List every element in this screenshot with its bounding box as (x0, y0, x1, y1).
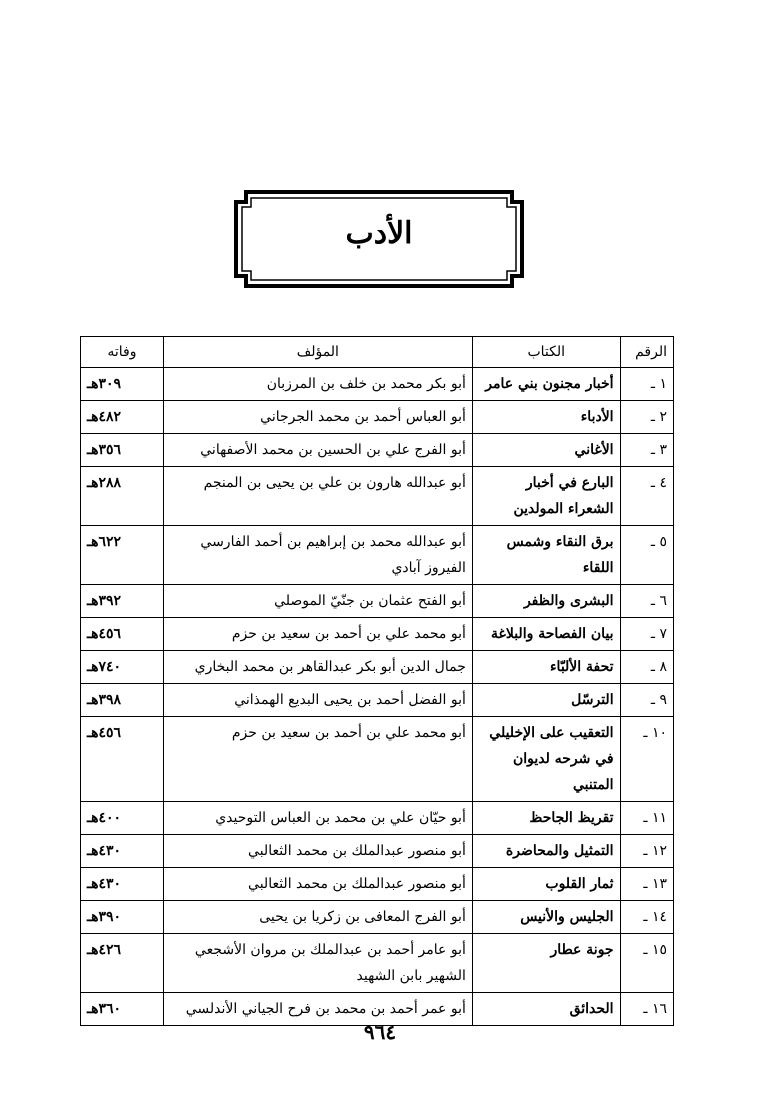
row-book-title: الحدائق (472, 993, 620, 1026)
row-death-year: ٧٤٠هـ (81, 651, 164, 684)
row-book-title: ثمار القلوب (472, 868, 620, 901)
row-death-year: ٤٣٠هـ (81, 868, 164, 901)
row-number: ١٥ ـ (620, 934, 673, 993)
table-row (81, 618, 674, 651)
table-body (81, 368, 674, 1026)
table-row (81, 434, 674, 467)
row-number: ٣ ـ (620, 434, 673, 467)
row-author: أبو الفرج المعافى بن زكريا بن يحيى (163, 901, 472, 934)
table-row (81, 684, 674, 717)
row-book-title: الترسّل (472, 684, 620, 717)
row-death-year: ٢٨٨هـ (81, 467, 164, 526)
row-author: أبو العباس أحمد بن محمد الجرجاني (163, 401, 472, 434)
row-author: أبو محمد علي بن أحمد بن سعيد بن حزم (163, 717, 472, 802)
row-number: ١٦ ـ (620, 993, 673, 1026)
row-death-year: ٣٠٩هـ (81, 368, 164, 401)
row-death-year: ٣٩٠هـ (81, 901, 164, 934)
row-book-title: الأدباء (472, 401, 620, 434)
row-number: ٩ ـ (620, 684, 673, 717)
table-row (81, 901, 674, 934)
table-row (81, 802, 674, 835)
row-death-year: ٣٥٦هـ (81, 434, 164, 467)
row-number: ٦ ـ (620, 585, 673, 618)
row-death-year: ٤٥٦هـ (81, 717, 164, 802)
row-book-title: بيان الفصاحة والبلاغة (472, 618, 620, 651)
row-death-year: ٤٢٦هـ (81, 934, 164, 993)
row-author: أبو منصور عبدالملك بن محمد الثعالبي (163, 835, 472, 868)
header-book: الكتاب (472, 337, 620, 368)
row-author: أبو حيّان علي بن محمد بن العباس التوحيدي (163, 802, 472, 835)
row-death-year: ٤٠٠هـ (81, 802, 164, 835)
row-author: أبو منصور عبدالملك بن محمد الثعالبي (163, 868, 472, 901)
row-author: أبو عبدالله هارون بن علي بن يحيى بن المنجم (163, 467, 472, 526)
row-death-year: ٤٥٦هـ (81, 618, 164, 651)
row-death-year: ٦٢٢هـ (81, 526, 164, 585)
table-row (81, 401, 674, 434)
row-author: أبو الفرج علي بن الحسين بن محمد الأصفهاني (163, 434, 472, 467)
row-death-year: ٤٣٠هـ (81, 835, 164, 868)
table-row (81, 467, 674, 526)
row-number: ٤ ـ (620, 467, 673, 526)
section-title: الأدب (345, 216, 413, 251)
row-book-title: برق النقاء وشمس اللقاء (472, 526, 620, 585)
table-row (81, 651, 674, 684)
row-author: أبو محمد علي بن أحمد بن سعيد بن حزم (163, 618, 472, 651)
row-book-title: البارع في أخبار الشعراء المولدين (472, 467, 620, 526)
row-book-title: التعقيب على الإخليلي في شرحه لديوان المتنبي (472, 717, 620, 802)
row-author: أبو بكر محمد بن خلف بن المرزبان (163, 368, 472, 401)
row-death-year: ٣٩٨هـ (81, 684, 164, 717)
header-number: الرقم (620, 337, 673, 368)
section-title-box (232, 188, 526, 290)
header-author: المؤلف (163, 337, 472, 368)
row-book-title: أخبار مجنون بني عامر (472, 368, 620, 401)
row-number: ٢ ـ (620, 401, 673, 434)
row-author: أبو عمر أحمد بن محمد بن فرح الجياني الأندلسي (163, 993, 472, 1026)
row-book-title: البشرى والظفر (472, 585, 620, 618)
row-number: ٥ ـ (620, 526, 673, 585)
page-number: ٩٦٤ (363, 1020, 397, 1044)
row-author: جمال الدين أبو بكر عبدالقاهر بن محمد البخاري (163, 651, 472, 684)
row-author: أبو الفتح عثمان بن جنّيّ الموصلي (163, 585, 472, 618)
row-book-title: الجليس والأنيس (472, 901, 620, 934)
row-book-title: تقريظ الجاحظ (472, 802, 620, 835)
row-death-year: ٣٩٢هـ (81, 585, 164, 618)
row-book-title: جونة عطار (472, 934, 620, 993)
row-number: ٨ ـ (620, 651, 673, 684)
row-death-year: ٣٦٠هـ (81, 993, 164, 1026)
row-author: أبو عامر أحمد بن عبدالملك بن مروان الأشجعي الشهير بابن الشهيد (163, 934, 472, 993)
row-number: ١٤ ـ (620, 901, 673, 934)
row-death-year: ٤٨٢هـ (81, 401, 164, 434)
row-book-title: الأغاني (472, 434, 620, 467)
row-author: أبو عبدالله محمد بن إبراهيم بن أحمد الفارسي الفيروز آبادي (163, 526, 472, 585)
row-author: أبو الفضل أحمد بن يحيى البديع الهمذاني (163, 684, 472, 717)
books-table (80, 336, 674, 1026)
table-row (81, 835, 674, 868)
header-death: وفاته (81, 337, 164, 368)
row-book-title: التمثيل والمحاضرة (472, 835, 620, 868)
table-header-row (81, 337, 674, 368)
table-row (81, 868, 674, 901)
row-book-title: تحفة الألبّاء (472, 651, 620, 684)
row-number: ١ ـ (620, 368, 673, 401)
row-number: ١٠ ـ (620, 717, 673, 802)
table-row (81, 717, 674, 802)
row-number: ١١ ـ (620, 802, 673, 835)
table-row (81, 585, 674, 618)
table-row (81, 368, 674, 401)
table-row (81, 934, 674, 993)
row-number: ٧ ـ (620, 618, 673, 651)
row-number: ١٣ ـ (620, 868, 673, 901)
table-row (81, 526, 674, 585)
row-number: ١٢ ـ (620, 835, 673, 868)
